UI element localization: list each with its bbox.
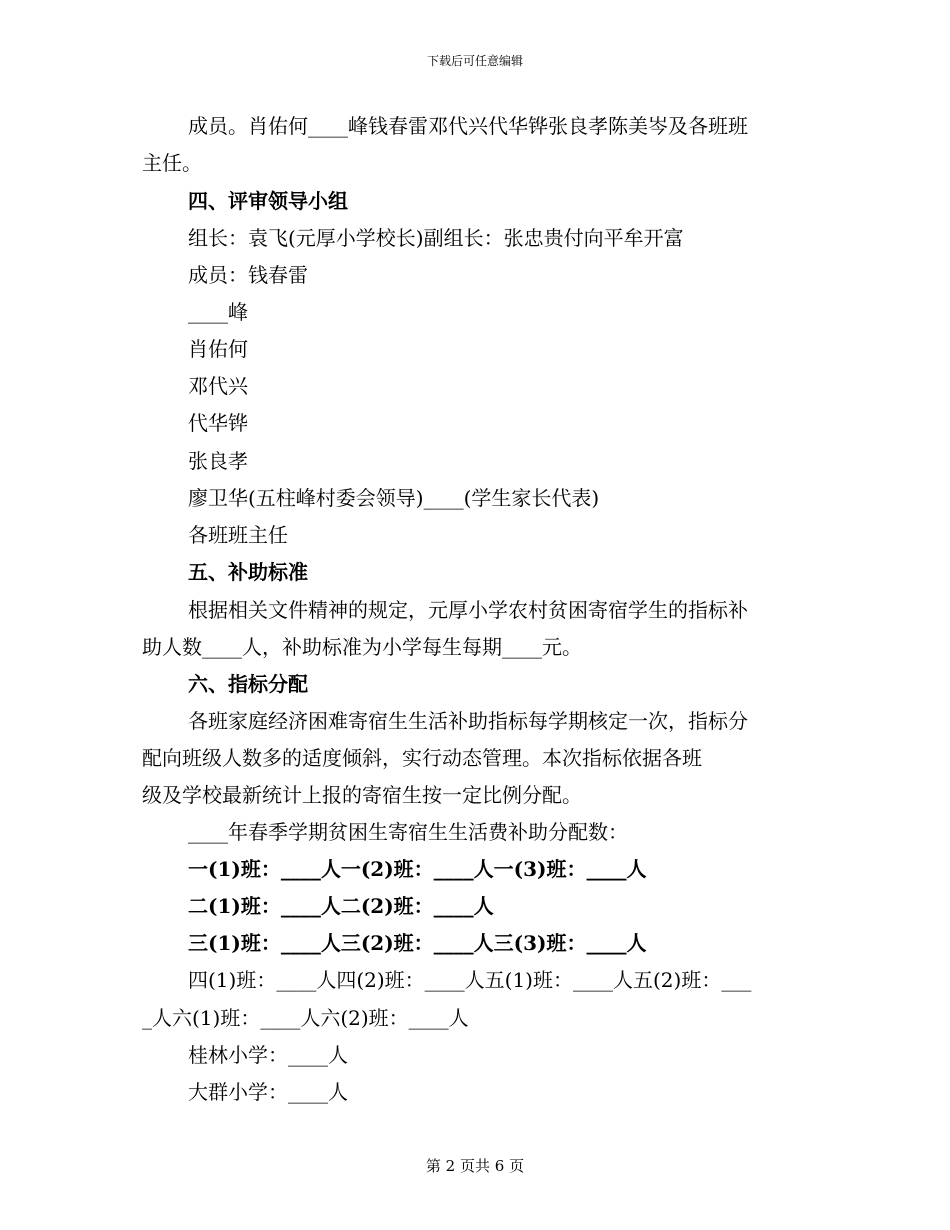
paragraph-line: ____年春季学期贫困生寄宿生生活费补助分配数： — [188, 820, 628, 844]
paragraph-line: 邓代兴 — [188, 374, 248, 398]
paragraph-line: 各班家庭经济困难寄宿生生活补助指标每学期核定一次，指标分 — [188, 709, 748, 733]
paragraph-line: 主任。 — [142, 151, 202, 175]
section-heading-6: 六、指标分配 — [188, 672, 308, 696]
allocation-line: 桂林小学：____人 — [188, 1043, 348, 1067]
paragraph-line: 级及学校最新统计上报的寄宿生按一定比例分配。 — [142, 783, 582, 807]
paragraph-line: 各班班主任 — [188, 523, 288, 547]
paragraph-line: 组长：袁飞(元厚小学校长)副组长：张忠贵付向平牟开富 — [188, 226, 684, 250]
paragraph-line: 廖卫华(五柱峰村委会领导)____(学生家长代表) — [188, 486, 600, 510]
paragraph-line: ____峰 — [188, 300, 248, 324]
page-header: 下载后可任意编辑 — [426, 54, 523, 68]
paragraph-line: 助人数____人，补助标准为小学每生每期____元。 — [142, 635, 582, 659]
paragraph-line: 配向班级人数多的适度倾斜，实行动态管理。本次指标依据各班 — [142, 746, 702, 770]
allocation-line: 三(1)班：____人三(2)班：____人三(3)班：____人 — [188, 931, 647, 955]
paragraph-line: 张良孝 — [188, 449, 248, 473]
paragraph-line: 根据相关文件精神的规定，元厚小学农村贫困寄宿学生的指标补 — [188, 598, 748, 622]
paragraph-line: 肖佑何 — [188, 337, 248, 361]
paragraph-line: 成员：钱春雷 — [188, 263, 308, 287]
section-heading-4: 四、评审领导小组 — [188, 189, 348, 213]
allocation-line: 二(1)班：____人二(2)班：____人 — [188, 894, 494, 918]
section-heading-5: 五、补助标准 — [188, 560, 308, 584]
allocation-line: 大群小学：____人 — [188, 1080, 348, 1104]
allocation-line: 四(1)班：____人四(2)班：____人五(1)班：____人五(2)班：___ — [188, 968, 752, 992]
paragraph-line: 成员。肖佑何____峰钱春雷邓代兴代华铧张良孝陈美岑及各班班 — [188, 114, 748, 138]
page-footer: 第 2 页共 6 页 — [425, 1157, 525, 1175]
allocation-line: _人六(1)班：____人六(2)班：____人 — [142, 1006, 469, 1030]
paragraph-line: 代华铧 — [188, 411, 248, 435]
allocation-line: 一(1)班：____人一(2)班：____人一(3)班：____人 — [188, 857, 647, 881]
